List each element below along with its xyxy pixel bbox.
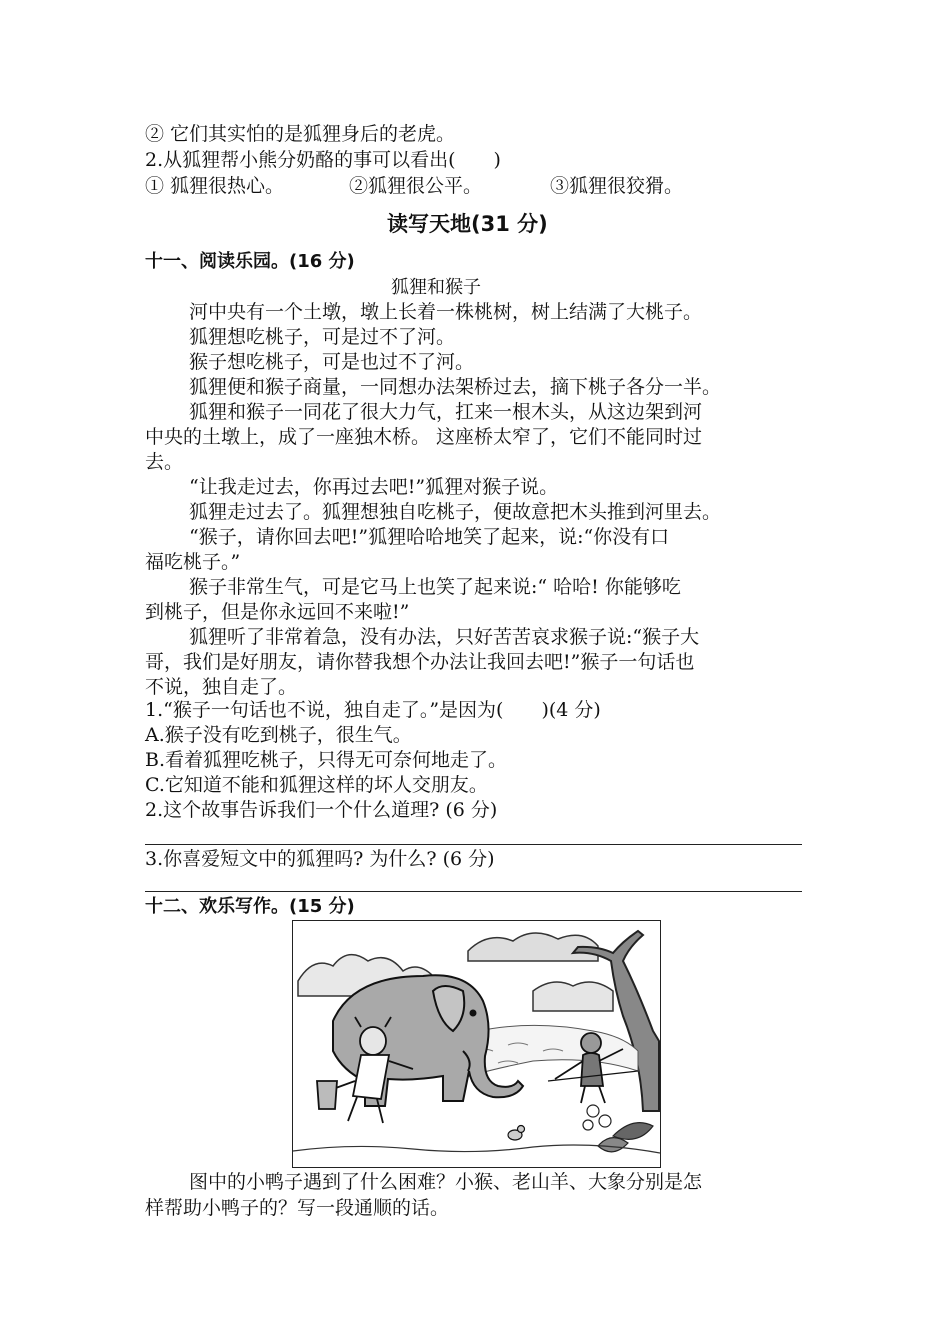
story-line-9: 狐狸走过去了。狐狸想独自吃桃子，便故意把木头推到河里去。 [189, 501, 722, 523]
story-title: 狐狸和猴子 [391, 277, 481, 298]
question-1: 1.“猴子一句话也不说，独自走了。”是因为( )(4 分) [145, 699, 601, 721]
answer-line-q3[interactable] [145, 891, 802, 892]
reading-heading: 十一、阅读乐园。(16 分) [145, 251, 355, 272]
story-line-11: 福吃桃子。” [145, 551, 241, 573]
story-line-7: 去。 [145, 451, 184, 473]
story-line-12: 猴子非常生气，可是它马上也笑了起来说:“ 哈哈! 你能够吃 [189, 576, 681, 598]
answer-line-q2[interactable] [145, 844, 802, 845]
story-line-16: 不说，独自走了。 [145, 676, 298, 698]
section-title: 读写天地(31 分) [387, 212, 548, 236]
flowers [583, 1105, 653, 1152]
q1-option-a[interactable]: A.猴子没有吃到桃子，很生气。 [145, 724, 412, 746]
q1-option-b[interactable]: B.看着狐狸吃桃子，只得无可奈何地走了。 [145, 749, 508, 771]
story-line-3: 猴子想吃桃子，可是也过不了河。 [189, 351, 475, 373]
story-line-6: 中央的土墩上，成了一座独木桥。 这座桥太窄了，它们不能同时过 [145, 426, 703, 448]
writing-prompt-line-2: 样帮助小鸭子的？写一段通顺的话。 [145, 1197, 450, 1219]
question-3: 3.你喜爱短文中的狐狸吗? 为什么? (6 分) [145, 848, 495, 870]
story-line-13: 到桃子，但是你永远回不来啦!” [145, 601, 410, 623]
writing-illustration [292, 920, 661, 1168]
story-line-10: “猴子，请你回去吧!”狐狸哈哈地笑了起来，说:“你没有口 [189, 526, 670, 548]
question-2: 2.这个故事告诉我们一个什么道理? (6 分) [145, 799, 498, 821]
story-line-15: 哥，我们是好朋友，请你替我想个办法让我回去吧!”猴子一句话也 [145, 651, 695, 673]
story-line-2: 狐狸想吃桃子，可是过不了河。 [189, 326, 456, 348]
story-line-14: 狐狸听了非常着急，没有办法，只好苦苦哀求猴子说:“猴子大 [189, 626, 700, 648]
duckling [508, 1126, 525, 1141]
story-line-5: 狐狸和猴子一同花了很大力气，扛来一根木头，从这边架到河 [189, 401, 703, 423]
story-line-8: “让我走过去，你再过去吧!”狐狸对猴子说。 [189, 476, 559, 498]
q1-option-c[interactable]: C.它知道不能和狐狸这样的坏人交朋友。 [145, 774, 488, 796]
prev-option-2: ② 它们其实怕的是狐狸身后的老虎。 [145, 123, 456, 145]
story-line-4: 狐狸便和猴子商量，一同想办法架桥过去，摘下桃子各分一半。 [189, 376, 722, 398]
prev-q2-option-3: ③狐狸很狡猾。 [550, 175, 684, 197]
prev-question-2: 2.从狐狸帮小熊分奶酪的事可以看出( ) [145, 149, 501, 171]
illustration-scene [293, 921, 660, 1167]
story-line-1: 河中央有一个土墩，墩上长着一株桃树，树上结满了大桃子。 [189, 301, 703, 323]
prev-q2-option-2: ②狐狸很公平。 [349, 175, 483, 197]
writing-heading: 十二、欢乐写作。(15 分) [145, 896, 355, 917]
writing-prompt-line-1: 图中的小鸭子遇到了什么困难？小猴、老山羊、大象分别是怎 [189, 1171, 703, 1193]
prev-q2-option-1: ① 狐狸很热心。 [145, 175, 285, 197]
